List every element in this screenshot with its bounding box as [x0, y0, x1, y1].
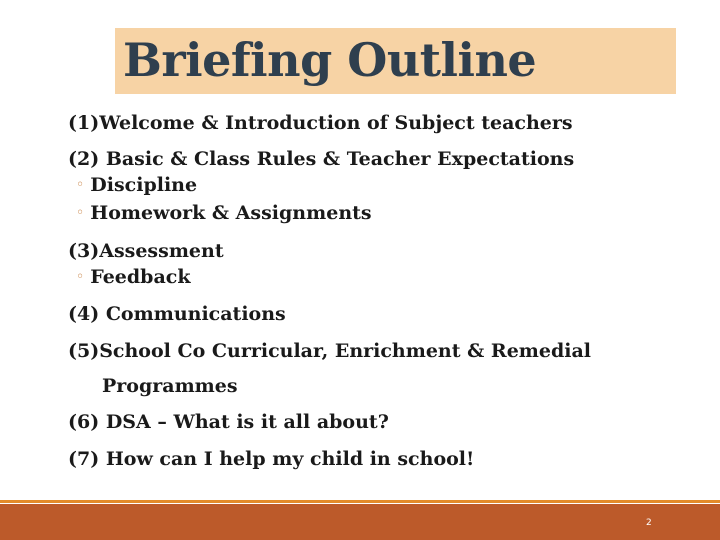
sub-item-feedback [76, 266, 191, 288]
bullet-icon: ◦ [76, 269, 85, 285]
page-number: 2 [646, 518, 652, 528]
outline-item-3: (3)Assessment [68, 240, 224, 262]
outline-item-1: (1)Welcome & Introduction of Subject teachers [68, 112, 573, 134]
title-banner [115, 28, 676, 94]
footer-bar [0, 504, 720, 540]
outline-item-6: (6) DSA – What is it all about? [68, 411, 389, 433]
bullet-icon: ◦ [76, 205, 85, 221]
outline-item-5: (5)School Co Curricular, Enrichment & Remedial [68, 340, 592, 362]
sub-item-label: Feedback [90, 266, 191, 288]
outline-item-5-continued: Programmes [102, 375, 238, 397]
outline-item-7: (7) How can I help my child in school! [68, 448, 475, 470]
sub-item-label: Homework & Assignments [90, 202, 372, 224]
outline-item-4: (4) Communications [68, 303, 286, 325]
slide-title: Briefing Outline [123, 33, 537, 87]
sub-item-discipline [76, 174, 197, 196]
outline-item-2: (2) Basic & Class Rules & Teacher Expectations [68, 148, 575, 170]
footer-accent-line [0, 500, 720, 503]
sub-item-label: Discipline [90, 174, 198, 196]
bullet-icon: ◦ [76, 177, 85, 193]
sub-item-homework [76, 202, 372, 224]
